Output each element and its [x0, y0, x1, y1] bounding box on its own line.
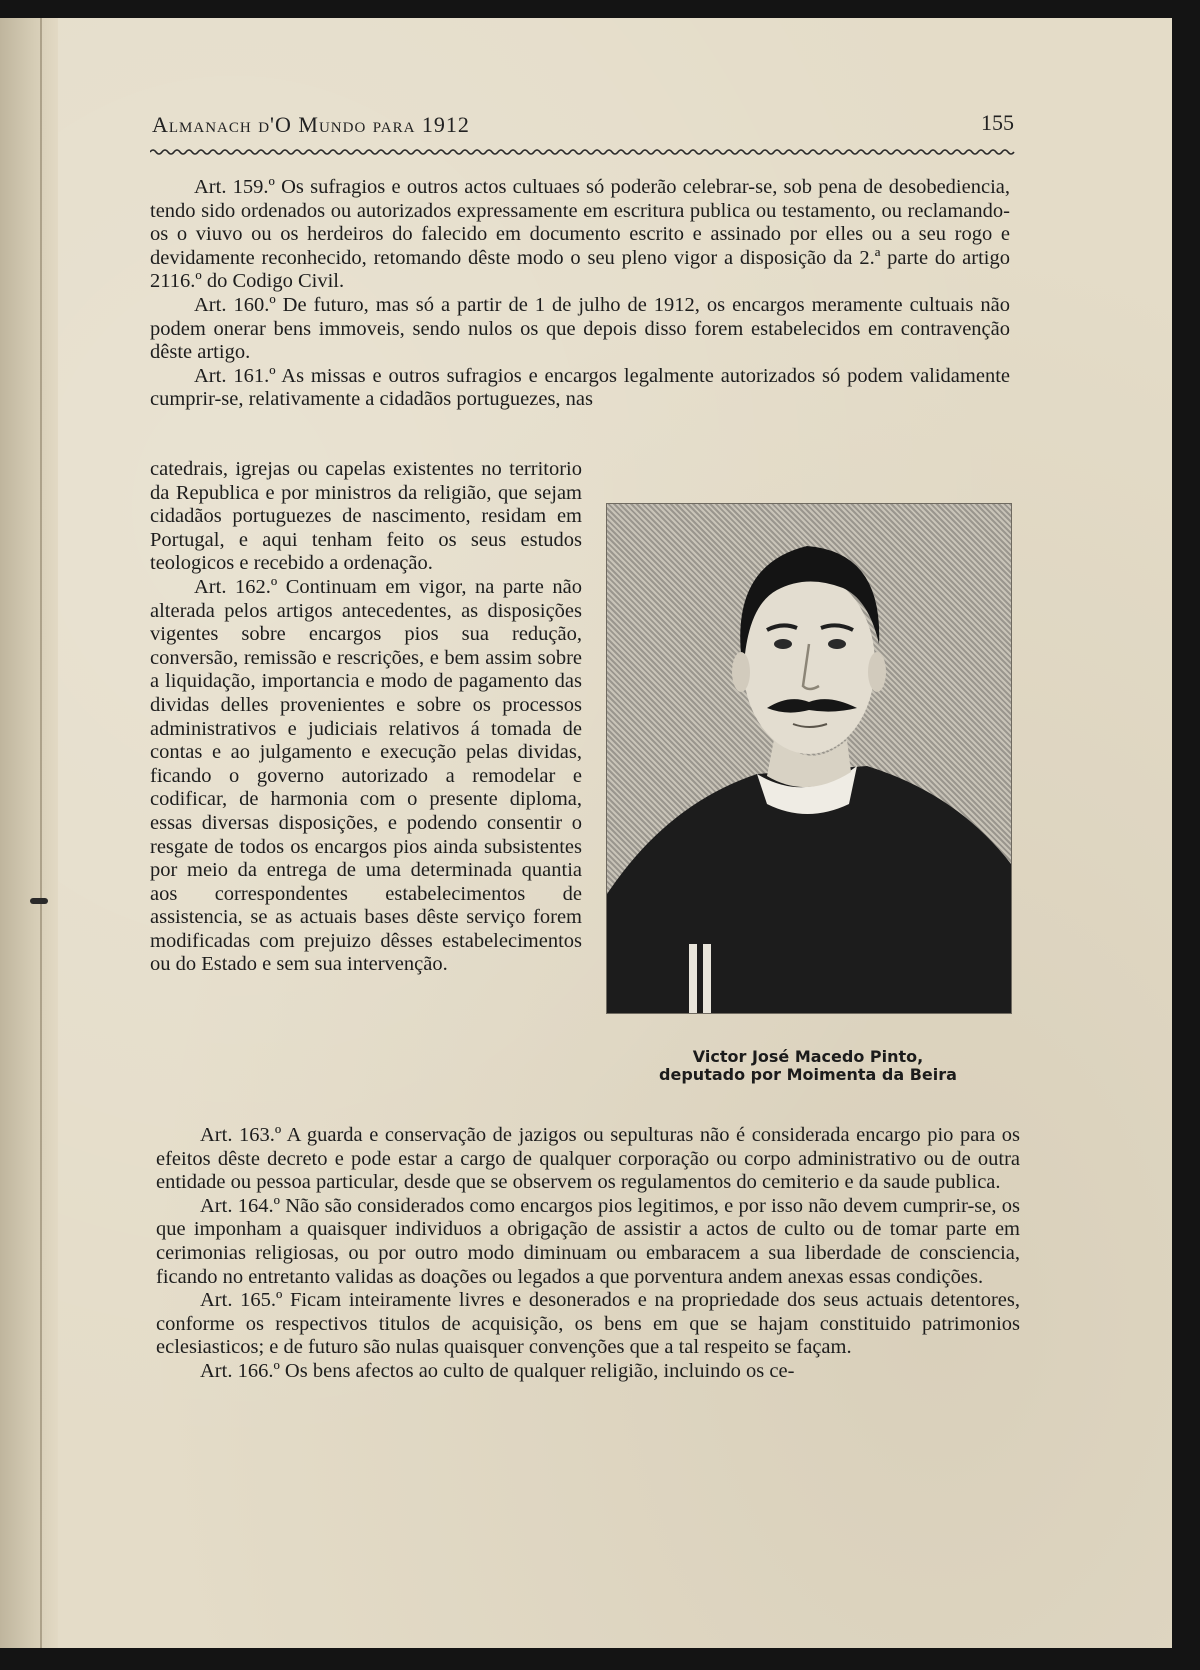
page-gutter	[0, 18, 58, 1648]
paragraph-art-160: Art. 160.º De futuro, mas só a partir de 1 de julho de 1912, os encargos meramente cultuais não podem onerar bens immoveis, sendo nulos os que depois disso forem estabelecidos em contravenção dêste artigo.	[150, 293, 1010, 364]
paragraph-art-166: Art. 166.º Os bens afectos ao culto de qualquer religião, incluindo os ce-	[200, 1359, 795, 1382]
caption-role: deputado por Moimenta da Beira	[659, 1065, 957, 1084]
paragraph-art-161: Art. 161.º As missas e outros sufragios e encargos legalmente autorizados só podem validamente cumprir-se, relativamente a cidadãos portuguezes, nas	[150, 364, 1010, 411]
binding-thread-mark	[30, 898, 48, 904]
page-header	[152, 100, 1014, 140]
running-title: Almanach d'O Mundo para 1912	[152, 112, 470, 137]
paragraph-art-163: Art. 163.º A guarda e conservação de jazigos ou sepulturas não é considerada encargo pio para os efeitos dêste decreto e pode estar a cargo de qualquer corporação ou corpo administrativo ou de outra entidade ou pessoa particular, desde que se observem os regulamentos do cemiterio e da saude publica.	[156, 1124, 1020, 1194]
portrait-image	[607, 504, 1011, 1013]
portrait-photo	[606, 503, 1012, 1014]
left-column-text	[150, 458, 582, 977]
photo-caption	[606, 1048, 1010, 1084]
bottom-text-block	[156, 1124, 1020, 1384]
caption-name: Victor José Macedo Pinto,	[692, 1047, 924, 1066]
page-number: 155	[981, 110, 1014, 135]
paragraph-art-161-continued: catedrais, igrejas ou capelas existentes no territorio da Republica e por ministros da religião, que sejam cidadãos portuguezes de nascimento, residam em Portugal, e aqui tenham feito os seus estudos teologicos e recebido a ordenação.	[150, 458, 582, 575]
top-text-block	[150, 176, 1010, 412]
header-wavy-rule	[150, 148, 1016, 156]
paragraph-art-165: Art. 165.º Ficam inteiramente livres e desonerados e na propriedade dos seus actuais detentores, conforme os respectivos titulos de acquisição, os bens em que se hajam constituido patrimonios eclesiasticos; e de futuro são nulas quaisquer convenções que a tal respeito se façam.	[156, 1289, 1020, 1359]
paragraph-art-162: Art. 162.º Continuam em vigor, na parte não alterada pelos artigos antecedentes, as disposições vigentes sobre encargos pios sua redução, conversão, remissão e rescrições, e bem assim sobre a liquidação, importancia e modo de pagamento das dividas delles provenientes e sobre os processos administrativos e judiciais relativos á tomada de contas e ao julgamento e execução pelas dividas, ficando o governo autorizado a remodelar e codificar, de harmonia com o presente diploma, essas diversas disposições, e podendo consentir o resgate de todos os encargos pios ainda subsistentes por meio da entrega de uma determinada quantia aos correspondentes estabelecimentos de assistencia, se as actuais bases dêste serviço forem modificadas com prejuizo dêsses estabelecimentos ou do Estado e sem sua intervenção.	[150, 575, 582, 976]
page-fold-line	[40, 18, 42, 1648]
paragraph-art-159: Art. 159.º Os sufragios e outros actos cultuaes só poderão celebrar-se, sob pena de desobediencia, tendo sido ordenados ou autorizados expressamente em escritura publica ou testamento, ou reclamando-os o viuvo ou os herdeiros do falecido em documento escrito e assinado por elles ou a seu rogo e devidamente reconhecido, retomando dêste modo o seu pleno vigor a disposição da 2.ª parte do artigo 2116.º do Codigo Civil.	[150, 176, 1010, 293]
paragraph-art-164: Art. 164.º Não são considerados como encargos pios legitimos, e por isso não devem cumprir-se, os que imponham a quaisquer individuos a obrigação de assistir a actos de culto ou de tomar parte em cerimonias religiosas, ou por outro modo diminuam ou embaracem a sua liberdade de consciencia, ficando no entretanto validas as doações ou legados a que porventura andem anexas essas condições.	[156, 1194, 1020, 1288]
